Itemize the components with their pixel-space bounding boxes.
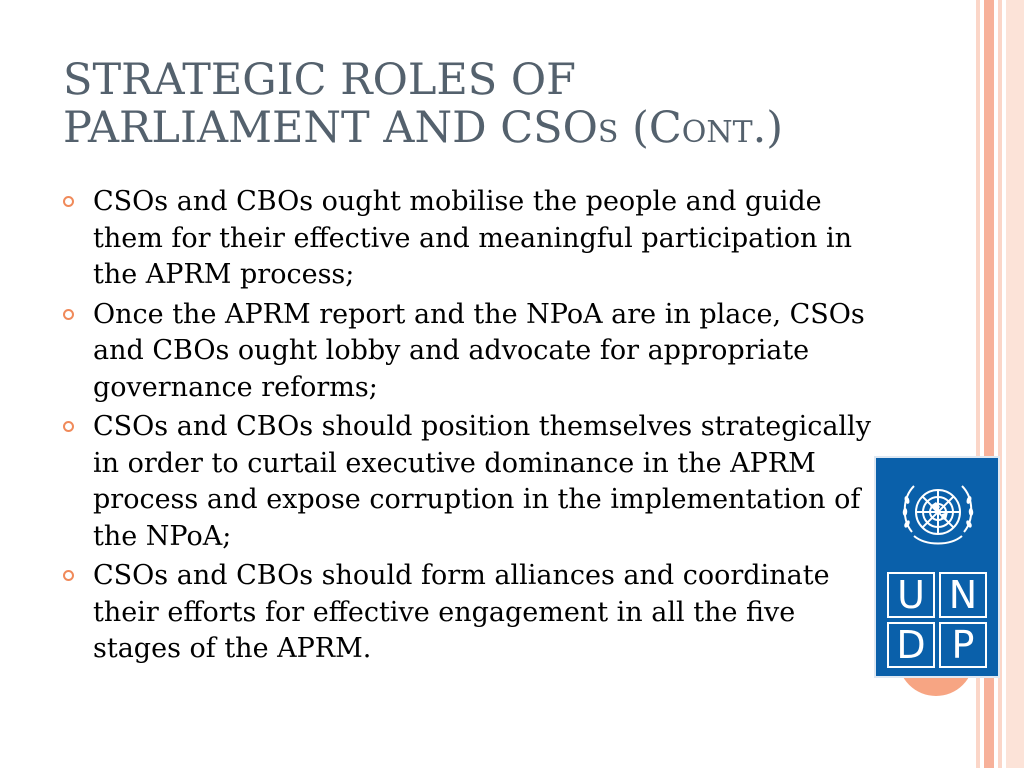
title-line-2: PARLIAMENT AND CSOS (CONT.): [63, 103, 784, 153]
logo-letter-u: U: [887, 572, 935, 618]
bullet-text: CSOs and CBOs ought mobilise the people and guide them for their effective and meaningful participation in the APRM process;: [93, 186, 853, 290]
bullet-item: [62, 409, 872, 555]
title-line-1: STRATEGIC ROLES OF: [63, 55, 576, 105]
bullet-text: CSOs and CBOs should position themselves strategically in order to curtail executive dominance in the APRM process and expose corruption in the implementation of the NPoA;: [93, 411, 871, 552]
undp-logo: [874, 456, 1000, 678]
bullet-item: [62, 297, 872, 407]
un-emblem-icon: [890, 472, 986, 564]
logo-letter-p: P: [939, 622, 987, 668]
logo-letter-n: N: [939, 572, 987, 618]
slide-title: [63, 56, 943, 157]
bullet-circle-icon: [63, 196, 74, 207]
bullet-circle-icon: [63, 570, 74, 581]
bullet-list: [62, 184, 872, 671]
bullet-circle-icon: [63, 309, 74, 320]
bullet-text: Once the APRM report and the NPoA are in place, CSOs and CBOs ought lobby and advocate for appropriate governance reforms;: [93, 298, 865, 403]
stripe: [1006, 0, 1024, 768]
bullet-item: [62, 184, 872, 294]
bullet-circle-icon: [63, 421, 74, 432]
bullet-item: [62, 558, 872, 668]
bullet-text: CSOs and CBOs should form alliances and coordinate their efforts for effective engagement in all the five stages of the APRM.: [93, 560, 830, 664]
logo-letter-d: D: [887, 622, 935, 668]
